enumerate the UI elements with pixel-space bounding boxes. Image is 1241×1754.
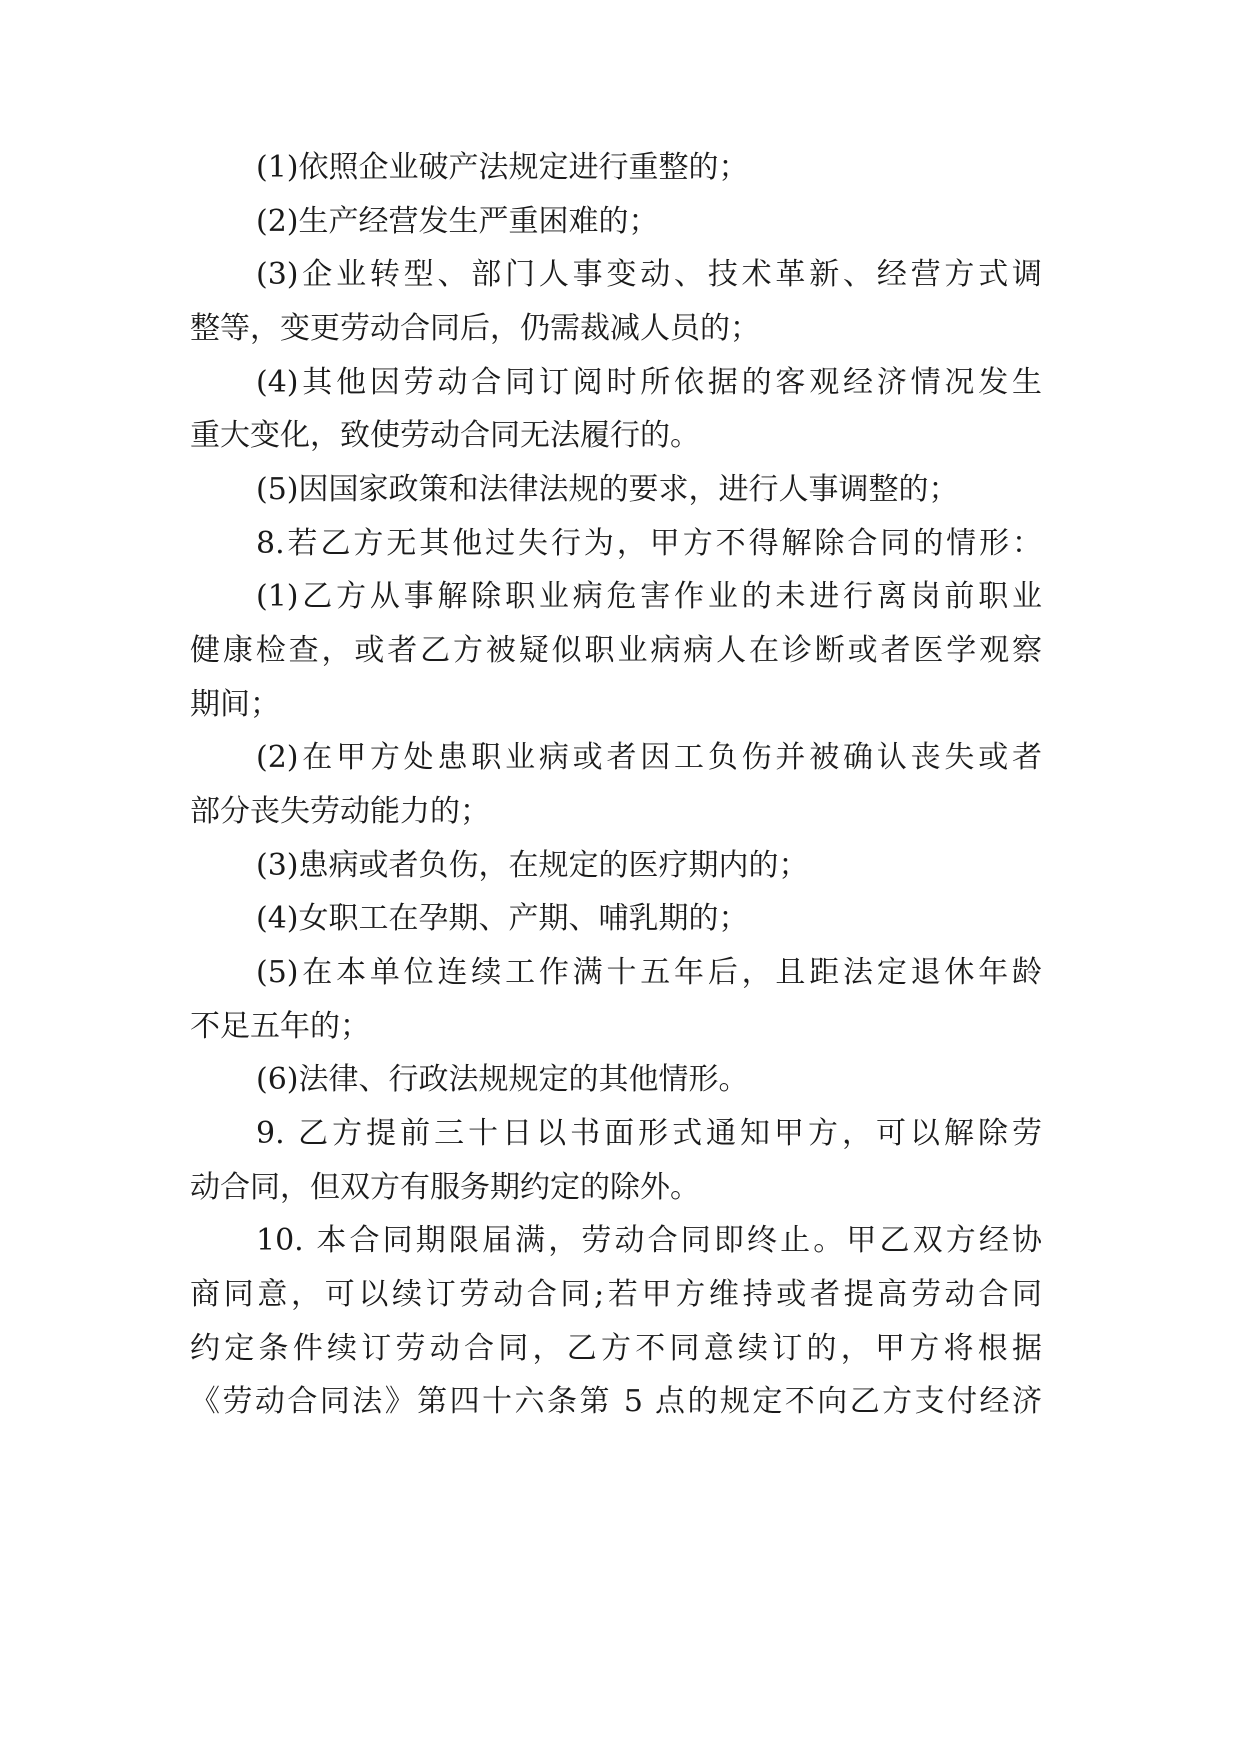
text-line: 重大变化，致使劳动合同无法履行的。 <box>190 418 700 453</box>
text-line: (4)女职工在孕期、产期、哺乳期的； <box>256 901 749 936</box>
text-line: 期间； <box>190 687 280 722</box>
text-line: 整等，变更劳动合同后，仍需裁减人员的； <box>190 311 760 346</box>
text-line: 健康检查，或者乙方被疑似职业病病人在诊断或者医学观察 <box>190 633 1042 668</box>
text-line: 9. 乙方提前三十日以书面形式通知甲方，可以解除劳 <box>256 1116 1042 1151</box>
text-line: (1)依照企业破产法规定进行重整的； <box>256 150 749 185</box>
text-line: (5)在本单位连续工作满十五年后，且距法定退休年龄 <box>256 955 1042 990</box>
text-line: (2)在甲方处患职业病或者因工负伤并被确认丧失或者 <box>256 740 1042 775</box>
text-line: 8.若乙方无其他过失行为，甲方不得解除合同的情形： <box>256 526 1042 561</box>
text-line: (6)法律、行政法规规定的其他情形。 <box>256 1062 749 1097</box>
text-line: (3)患病或者负伤，在规定的医疗期内的； <box>256 848 809 883</box>
text-line: 约定条件续订劳动合同，乙方不同意续订的，甲方将根据 <box>190 1331 1042 1366</box>
text-line: 动合同，但双方有服务期约定的除外。 <box>190 1170 700 1205</box>
text-line: 《劳动合同法》第四十六条第 5 点的规定不向乙方支付经济 <box>190 1384 1042 1419</box>
text-line: 商同意，可以续订劳动合同;若甲方维持或者提高劳动合同 <box>190 1277 1042 1312</box>
text-line: 不足五年的； <box>190 1009 370 1044</box>
text-line: (2)生产经营发生严重困难的； <box>256 204 659 239</box>
text-line: (5)因国家政策和法律法规的要求，进行人事调整的； <box>256 472 959 507</box>
text-line: (4)其他因劳动合同订阅时所依据的客观经济情况发生 <box>256 365 1042 400</box>
text-line: (1)乙方从事解除职业病危害作业的未进行离岗前职业 <box>256 579 1042 614</box>
text-line: (3)企业转型、部门人事变动、技术革新、经营方式调 <box>256 257 1042 292</box>
text-line: 10. 本合同期限届满，劳动合同即终止。甲乙双方经协 <box>256 1223 1042 1258</box>
text-line: 部分丧失劳动能力的； <box>190 794 490 829</box>
